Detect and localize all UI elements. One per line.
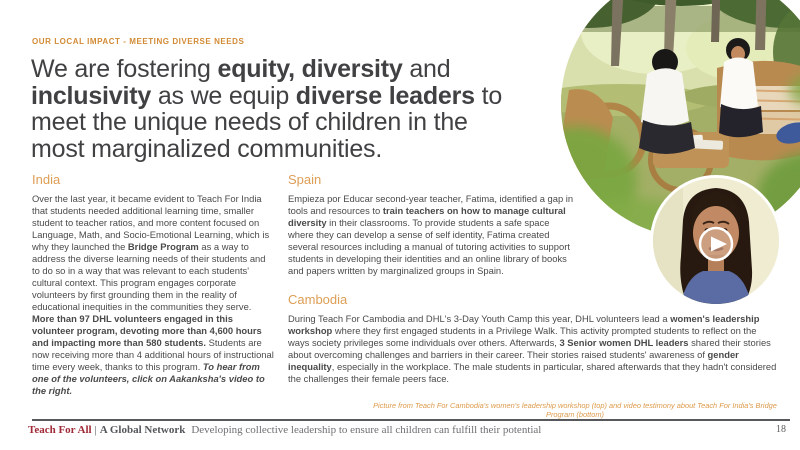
text-run: as a way to address the diverse learning needs of their students and to do so in a way that was relevant to each students' cultural context. This program engages corporate volunteers by first grounding them in the reality of educational inequities in the communities they serve. <box>32 241 266 312</box>
headline-line-4: most marginalized communities. <box>31 134 383 163</box>
text-run: 3 Senior women DHL leaders <box>559 337 689 348</box>
headline-line-2 <box>31 83 576 110</box>
headline-text: as we equip <box>151 81 296 110</box>
page-title <box>31 56 576 162</box>
footer-divider-line <box>32 419 790 421</box>
footer-pipe: | <box>94 424 97 436</box>
section-title-cambodia: Cambodia <box>288 292 348 307</box>
section-spain <box>288 172 576 277</box>
text-run: train teachers on how to manage cultural diversity <box>288 205 566 228</box>
text-run: More than 97 DHL volunteers engaged in this volunteer program, devoting more than 4,600 hours and impacting more than 580 students. <box>32 313 262 348</box>
text-run: women's leadership workshop <box>288 313 760 336</box>
section-title-spain: Spain <box>288 172 322 187</box>
headline-line-1 <box>31 56 576 83</box>
footer-tagline: Developing collective leadership to ensure all children can fulfill their potential <box>191 424 542 436</box>
headline-text-bold: equity, diversity <box>217 55 403 83</box>
video-thumbnail[interactable] <box>650 175 782 307</box>
text-run: shared their stories about overcoming challenges and barriers in their career. Their stories raised students' awareness of <box>288 337 771 360</box>
headline-text: and <box>402 55 451 83</box>
headline-line-3: meet the unique needs of children in the <box>31 108 468 136</box>
text-run: gender inequality <box>288 349 739 372</box>
text-run: Over the last year, it became evident to Teach For India that students needed additional learning time, smaller student to teacher ratios, and more content focused on Language, Math, and Socio-Emotional Learning, which is why they launched the <box>32 193 270 252</box>
footer <box>28 424 541 436</box>
section-india <box>32 172 274 397</box>
play-icon[interactable] <box>700 228 732 260</box>
text-run: where they first engaged students in a Privilege Walk. This activity prompted students to reflect on the ways society privileges some individuals over others. Afterwards, <box>288 325 757 348</box>
text-run: Bridge Program <box>127 241 199 252</box>
section-body-cambodia <box>288 313 780 385</box>
text-run: During Teach For Cambodia and DHL's 3-Day Youth Camp this year, DHL volunteers lead a <box>288 313 671 324</box>
text-run: Students are now receiving more than 4 additional hours of instructional time every week, thanks to this program. <box>32 337 274 372</box>
brand-logo-text: Teach For All <box>28 424 92 436</box>
text-run: To hear from one of the volunteers, click on Aakanksha's video to the right. <box>32 361 265 396</box>
page-number: 18 <box>776 424 786 435</box>
headline-text-bold: inclusivity <box>31 81 152 110</box>
image-caption: Picture from Teach For Cambodia's women's leadership workshop (top) and video testimony about Teach For India's Bridge Program (bottom) <box>373 401 777 419</box>
eyebrow: OUR LOCAL IMPACT - MEETING DIVERSE NEEDS <box>32 37 245 46</box>
headline-text-bold: diverse leaders <box>295 81 475 110</box>
text-run: , especially in the workplace. The male students in particular, shared afterwards that they hadn't considered the challenges their female peers face. <box>288 361 777 384</box>
text-run: in their classrooms. To provide students a safe space where they can develop a sense of self identity, Fatima created several resources including a manual of tutoring activities to support students in developing their identities and an online library of books and papers written by marginalized groups in Spain. <box>288 217 570 276</box>
headline-text: We are fostering <box>31 55 218 83</box>
text-run: Empieza por Educar second-year teacher, Fatima, identified a gap in tools and resources to <box>288 193 574 216</box>
section-body-india <box>32 193 274 397</box>
section-body-spain <box>288 193 576 277</box>
headline-text: to <box>474 81 503 110</box>
brand-network-text: A Global Network <box>99 424 186 436</box>
section-title-india: India <box>32 172 61 187</box>
